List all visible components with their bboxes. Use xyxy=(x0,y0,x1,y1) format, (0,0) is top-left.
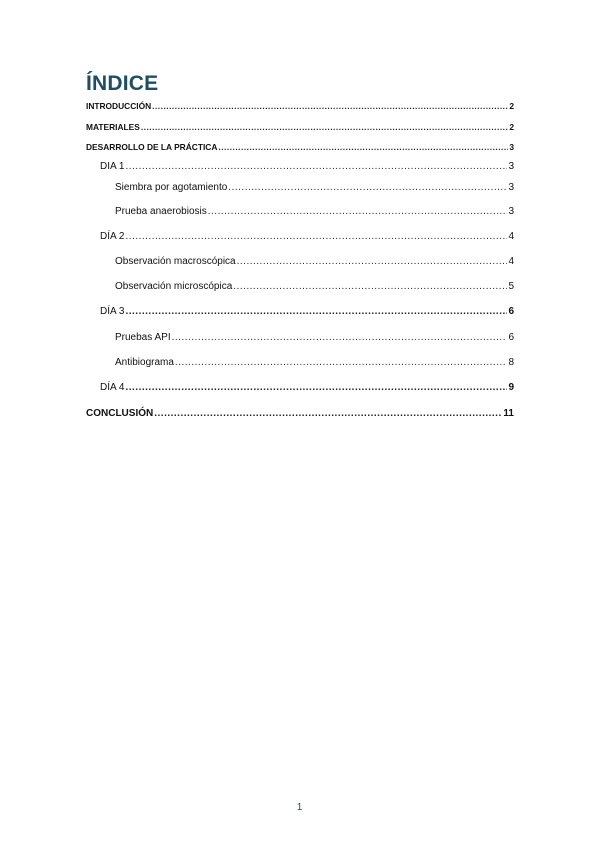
toc-entry-microscopica[interactable] xyxy=(115,281,514,292)
dot-leader xyxy=(152,101,508,111)
toc-entry-introduccion[interactable] xyxy=(86,101,514,111)
toc-entry-page: 3 xyxy=(508,206,514,217)
toc-entry-page: 2 xyxy=(509,122,514,132)
toc-entry-page: 5 xyxy=(508,281,514,292)
toc-entry-dia-2[interactable] xyxy=(100,231,514,242)
toc-entry-desarrollo[interactable] xyxy=(86,142,514,152)
page-number: 1 xyxy=(296,802,303,813)
toc-entry-dia-3[interactable] xyxy=(100,306,514,317)
dot-leader xyxy=(125,161,507,172)
dot-leader xyxy=(141,122,509,132)
toc-entry-label: INTRODUCCIÓN xyxy=(86,101,152,111)
dot-leader xyxy=(154,408,502,419)
dot-leader xyxy=(172,332,508,343)
page-title: ÍNDICE xyxy=(86,72,159,95)
toc-entry-label: DÍA 2 xyxy=(100,231,125,242)
toc-entry-page: 11 xyxy=(503,408,514,419)
dot-leader xyxy=(208,206,508,217)
toc-entry-page: 6 xyxy=(508,332,514,343)
dot-leader xyxy=(237,256,508,267)
toc-entry-label: Observación macroscópica xyxy=(115,256,236,267)
toc-entry-label: DIA 1 xyxy=(100,161,125,172)
toc-entry-label: Observación microscópica xyxy=(115,281,233,292)
toc-entry-page: 3 xyxy=(509,142,514,152)
toc-entry-label: Prueba anaerobiosis xyxy=(115,206,207,217)
toc-entry-label: DÍA 4 xyxy=(100,382,125,393)
toc-entry-page: 4 xyxy=(508,256,514,267)
dot-leader xyxy=(125,306,507,317)
dot-leader xyxy=(218,142,508,152)
dot-leader xyxy=(228,182,507,193)
toc-entry-siembra[interactable] xyxy=(115,182,514,193)
toc-entry-pruebas-api[interactable] xyxy=(115,332,514,343)
toc-entry-anaerobiosis[interactable] xyxy=(115,206,514,217)
toc-entry-label: Siembra por agotamiento xyxy=(115,182,228,193)
toc-entry-materiales[interactable] xyxy=(86,122,514,132)
toc-entry-page: 2 xyxy=(509,101,514,111)
toc-entry-page: 8 xyxy=(508,357,514,368)
toc-entry-label: Pruebas API xyxy=(115,332,171,343)
toc-entry-dia-4[interactable] xyxy=(100,382,514,393)
toc-entry-label: CONCLUSIÓN xyxy=(86,408,154,419)
toc-entry-page: 3 xyxy=(508,182,514,193)
toc-entry-page: 4 xyxy=(508,231,514,242)
toc-entry-label: DÍA 3 xyxy=(100,306,125,317)
toc-entry-label: MATERIALES xyxy=(86,122,140,132)
dot-leader xyxy=(125,382,507,393)
toc-entry-conclusion[interactable] xyxy=(86,408,514,419)
table-of-contents xyxy=(86,0,516,848)
toc-entry-page: 9 xyxy=(508,382,514,393)
toc-entry-antibiograma[interactable] xyxy=(115,357,514,368)
toc-entry-label: Antibiograma xyxy=(115,357,174,368)
dot-leader xyxy=(233,281,507,292)
toc-entry-macroscopica[interactable] xyxy=(115,256,514,267)
dot-leader xyxy=(175,357,508,368)
dot-leader xyxy=(125,231,507,242)
toc-entry-page: 3 xyxy=(508,161,514,172)
toc-entry-dia-1[interactable] xyxy=(100,161,514,172)
toc-entry-page: 6 xyxy=(508,306,514,317)
toc-entry-label: DESARROLLO DE LA PRÁCTICA xyxy=(86,142,218,152)
